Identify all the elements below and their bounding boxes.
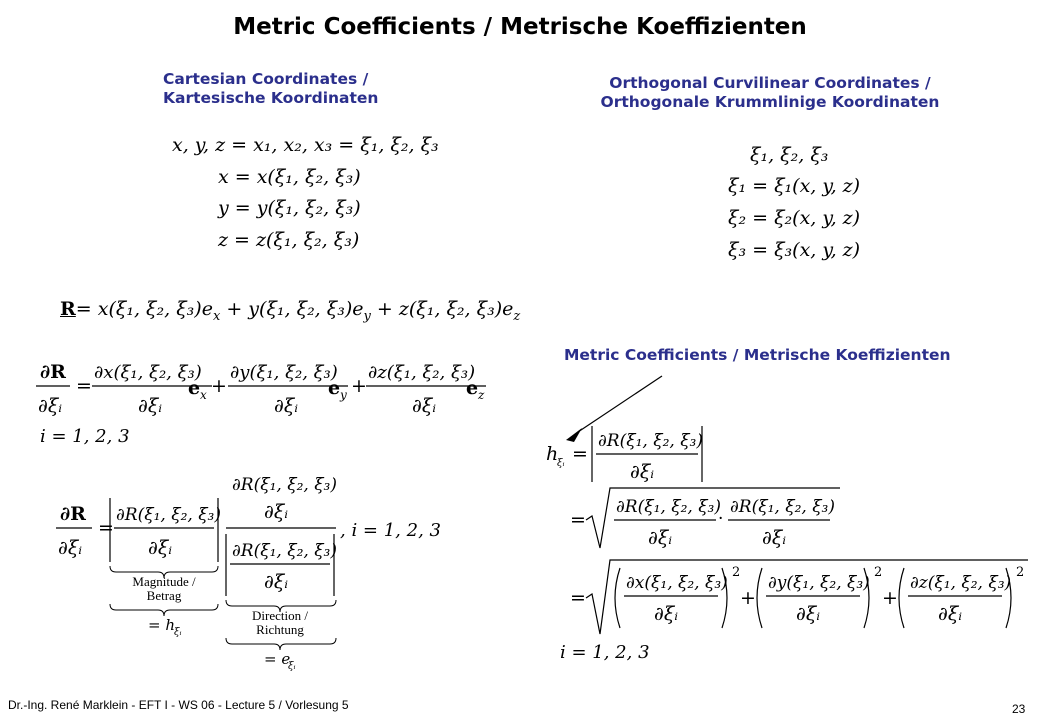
svg-text:+: + (211, 375, 227, 397)
metric-heading: Metric Coefficients / Metrische Koeffizienten (564, 346, 951, 364)
deriv-ez: e (466, 377, 479, 399)
decomp-dir-den: ∂R(ξ₁, ξ₂, ξ₃) (232, 541, 338, 561)
decomp-mag-num: ∂R(ξ₁, ξ₂, ξ₃) (116, 505, 222, 525)
curvilinear-eq-3: ξ₂ = ξ₂(x, y, z) (728, 207, 861, 229)
deriv-ey: e (328, 377, 341, 399)
metric-index: i = 1, 2, 3 (560, 642, 650, 663)
direction-label: Direction / (252, 608, 308, 623)
curvilinear-eq-4: ξ₃ = ξ₃(x, y, z) (728, 239, 861, 261)
cartesian-eq-1: x, y, z = x₁, x₂, x₃ = ξ₁, ξ₂, ξ₃ (172, 134, 439, 156)
decomp-index: , i = 1, 2, 3 (340, 520, 441, 541)
position-vector-eq (60, 298, 520, 324)
curvilinear-eq-2: ξ₁ = ξ₁(x, y, z) (728, 175, 861, 197)
svg-text:=: = (98, 517, 114, 539)
position-vector-R: R (60, 298, 76, 320)
metric-l3-pow-1: 2 (732, 565, 741, 580)
metric-equations (540, 420, 1035, 665)
metric-l3-pow-3: 2 (1016, 565, 1025, 580)
direction-label-2: Richtung (256, 622, 304, 637)
metric-l3-dxi-1: ∂ξᵢ (654, 603, 679, 625)
metric-h: h (546, 443, 559, 465)
metric-l2-dot: · (718, 509, 724, 529)
metric-l2-den-b: ∂ξᵢ (762, 527, 787, 549)
page-number: 23 (1012, 702, 1026, 716)
position-vector-term-y: + y(ξ₁, ξ₂, ξ₃)e (220, 298, 364, 320)
decomp-h: = h (148, 616, 175, 634)
metric-h-sub: ξᵢ (557, 458, 565, 469)
deriv-dR: ∂R (40, 361, 66, 383)
decomp-dir-den-den: ∂ξᵢ (264, 571, 289, 593)
decomp-h-sub: ξᵢ (174, 627, 182, 638)
cartesian-eq-3: y = y(ξ₁, ξ₂, ξ₃) (218, 197, 361, 219)
curvilinear-heading (580, 74, 960, 112)
position-vector-sub-z: z (513, 308, 521, 324)
decomp-e: = e (264, 650, 291, 668)
metric-l3-pow-2: 2 (874, 565, 883, 580)
cartesian-heading (163, 70, 378, 108)
position-vector-term-z: + z(ξ₁, ξ₂, ξ₃)e (370, 298, 514, 320)
deriv-dz: ∂z(ξ₁, ξ₂, ξ₃) (368, 362, 476, 383)
deriv-dx: ∂x(ξ₁, ξ₂, ξ₃) (94, 362, 202, 383)
deriv-dxi-y: ∂ξᵢ (274, 395, 299, 417)
cartesian-heading-line2: Kartesische Koordinaten (163, 89, 379, 107)
decomp-e-sub: ξᵢ (288, 661, 296, 672)
metric-l2-den-a: ∂ξᵢ (648, 527, 673, 549)
deriv-ex-sub: x (200, 388, 207, 402)
metric-l3-dy: ∂y(ξ₁, ξ₂, ξ₃) (768, 573, 870, 593)
metric-l3-plus-1: + (740, 587, 756, 609)
magnitude-label: Magnitude / (132, 574, 196, 589)
decomp-dir-num: ∂R(ξ₁, ξ₂, ξ₃) (232, 475, 338, 495)
deriv-index: i = 1, 2, 3 (40, 426, 130, 447)
footer-text: Dr.-Ing. René Marklein - EFT I - WS 06 - Lecture 5 / Vorlesung 5 (8, 698, 349, 712)
curvilinear-heading-line1: Orthogonal Curvilinear Coordinates / (609, 74, 931, 92)
deriv-dxi: ∂ξᵢ (38, 395, 63, 417)
metric-l3-plus-2: + (882, 587, 898, 609)
metric-l1-num: ∂R(ξ₁, ξ₂, ξ₃) (598, 431, 704, 451)
cartesian-heading-line1: Cartesian Coordinates / (163, 70, 369, 88)
deriv-dxi-x: ∂ξᵢ (138, 395, 163, 417)
metric-l3-dx: ∂x(ξ₁, ξ₂, ξ₃) (626, 573, 728, 593)
position-vector-term-x: = x(ξ₁, ξ₂, ξ₃)e (75, 298, 213, 320)
svg-text:+: + (351, 375, 367, 397)
derivative-equation (30, 350, 500, 450)
svg-text:=: = (76, 375, 92, 397)
decomp-dR: ∂R (60, 503, 86, 525)
metric-l2-num-b: ∂R(ξ₁, ξ₂, ξ₃) (730, 497, 836, 517)
page-title: Metric Coefficients / Metrische Koeffizienten (233, 14, 807, 40)
position-vector-sub-y: y (363, 308, 371, 324)
metric-eq-2: = (570, 509, 586, 531)
metric-l3-dz: ∂z(ξ₁, ξ₂, ξ₃) (910, 573, 1012, 593)
deriv-ez-sub: z (478, 388, 485, 402)
metric-l3-dxi-2: ∂ξᵢ (796, 603, 821, 625)
deriv-ex: e (188, 377, 201, 399)
deriv-ey-sub: y (340, 388, 347, 402)
metric-l1-den: ∂ξᵢ (630, 461, 655, 483)
decomp-dxi: ∂ξᵢ (58, 537, 83, 559)
magnitude-label-2: Betrag (146, 588, 182, 603)
cartesian-eq-4: z = z(ξ₁, ξ₂, ξ₃) (218, 229, 360, 251)
deriv-dxi-z: ∂ξᵢ (412, 395, 437, 417)
decomposition-equation (50, 470, 450, 675)
cartesian-eq-2: x = x(ξ₁, ξ₂, ξ₃) (218, 166, 361, 188)
position-vector-sub-x: x (212, 308, 221, 324)
decomp-mag-den: ∂ξᵢ (148, 537, 173, 559)
deriv-dy: ∂y(ξ₁, ξ₂, ξ₃) (230, 362, 338, 383)
decomp-dir-num-den: ∂ξᵢ (264, 501, 289, 523)
metric-l2-num-a: ∂R(ξ₁, ξ₂, ξ₃) (616, 497, 722, 517)
curvilinear-heading-line2: Orthogonale Krummlinige Koordinaten (600, 93, 940, 111)
metric-eq-3: = (570, 587, 586, 609)
metric-eq-1: = (572, 443, 588, 465)
metric-l3-dxi-3: ∂ξᵢ (938, 603, 963, 625)
curvilinear-eq-1: ξ₁, ξ₂, ξ₃ (750, 144, 829, 166)
